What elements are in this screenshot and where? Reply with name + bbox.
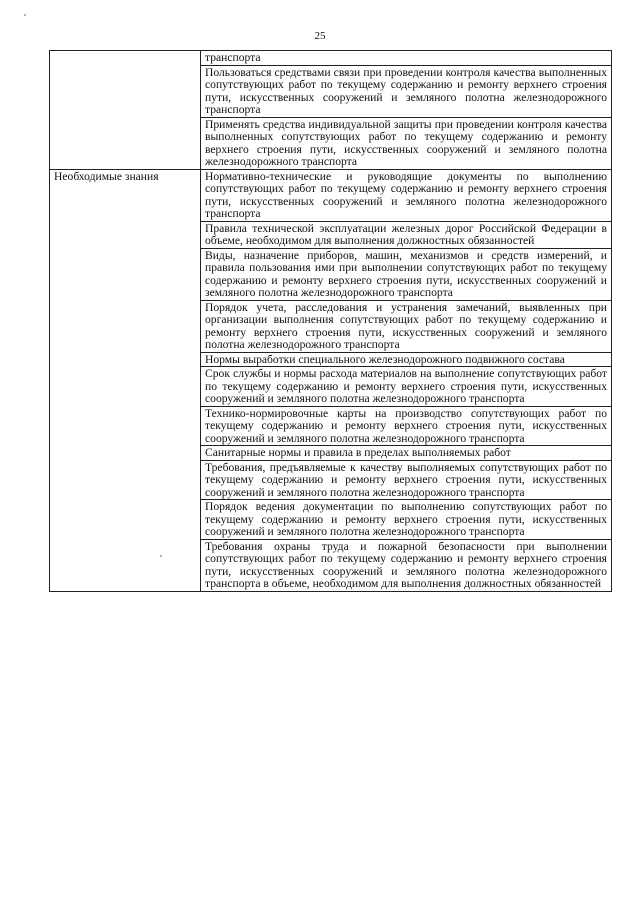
knowledge-table [49,50,612,592]
knowledge-cell: Правила технической эксплуатации железных дорог Российской Федерации в объеме, необходимом для выполнения должностных обязанностей [201,221,612,248]
knowledge-cell: Требования охраны труда и пожарной безопасности при выполнении сопутствующих работ по текущему содержанию и ремонту верхнего строения пути, искусственных сооружений и земляного полотна железнодорожного транспорта в объеме, необходимом для выполнения должностных обязанностей [201,539,612,591]
scan-speck [160,555,162,557]
knowledge-cell: Срок службы и нормы расхода материалов на выполнение сопутствующих работ по текущему содержанию и ремонту верхнего строения пути, искусственных сооружений и земляного полотна железнодорожного транспорта [201,367,612,407]
knowledge-cell: Технико-нормировочные карты на производство сопутствующих работ по текущему содержанию и ремонту верхнего строения пути, искусственных сооружений и земляного полотна железнодорожного транспорта [201,406,612,446]
knowledge-cell: Порядок учета, расследования и устранения замечаний, выявленных при организации выполнения сопутствующих работ по текущему содержанию и ремонту верхнего строения пути, искусственных сооружений и земляного полотна железнодорожного транспорта [201,300,612,352]
skill-cell: Пользоваться средствами связи при проведении контроля качества выполненных сопутствующих работ по текущему содержанию и ремонту верхнего строения пути, искусственных сооружений и земляного полотна железнодорожного транспорта [201,65,612,117]
knowledge-cell: Порядок ведения документации по выполнению сопутствующих работ по текущему содержанию и ремонту верхнего строения пути, искусственных сооружений и земляного полотна железнодорожного транспорта [201,500,612,540]
label-cell-skills [50,51,201,170]
skill-cell: Применять средства индивидуальной защиты при проведении контроля качества выполненных сопутствующих работ по текущему содержанию и ремонту верхнего строения пути, искусственных сооружений и земляного полотна железнодорожного транспорта [201,117,612,169]
knowledge-cell: Виды, назначение приборов, машин, механизмов и средств измерений, и правила пользования ими при выполнении сопутствующих работ по текущему содержанию и ремонту верхнего строения пути, искусственных сооружений и земляного полотна железнодорожного транспорта [201,248,612,300]
knowledge-cell: Нормативно-технические и руководящие документы по выполнению сопутствующих работ по текущему содержанию и ремонту верхнего строения пути, искусственных сооружений и земляного полотна железнодорожного транспорта [201,169,612,221]
label-cell-knowledge: Необходимые знания [50,169,201,591]
skill-cell: транспорта [201,51,612,66]
knowledge-cell: Санитарные нормы и правила в пределах выполняемых работ [201,446,612,461]
table-row [50,169,612,221]
page-number: 25 [314,30,326,42]
knowledge-cell: Требования, предъявляемые к качеству выполняемых сопутствующих работ по текущему содержанию и ремонту верхнего строения пути, искусственных сооружений и земляного полотна железнодорожного транспорта [201,460,612,500]
table-row [50,51,612,66]
knowledge-cell: Нормы выработки специального железнодорожного подвижного состава [201,352,612,367]
scan-speck [24,14,26,16]
